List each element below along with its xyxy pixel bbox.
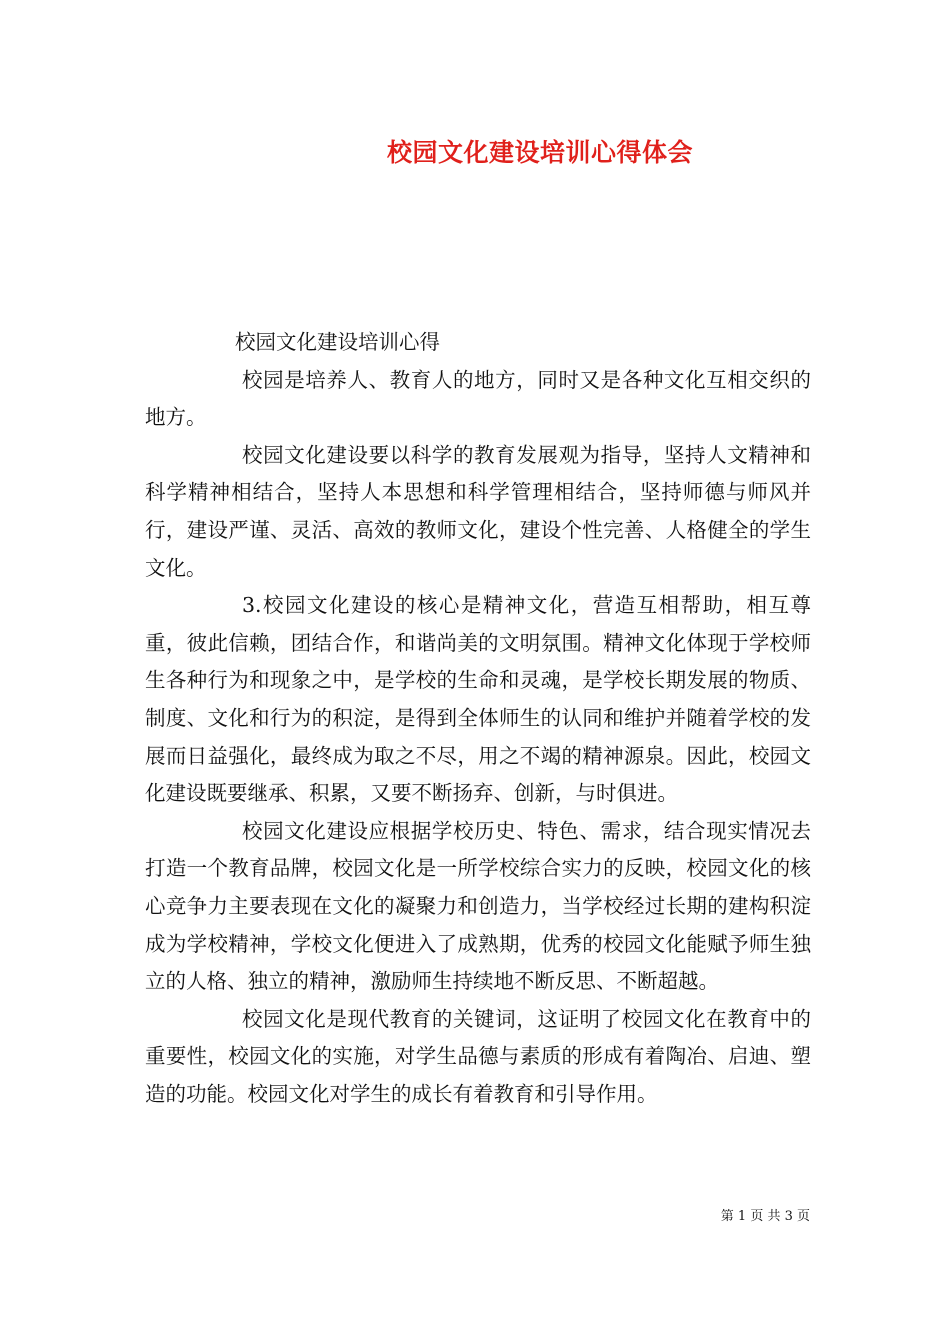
page-number: 第 1 页 共 3 页 bbox=[720, 1209, 810, 1224]
document-body bbox=[145, 324, 811, 1113]
paragraph-1: 校园是培养人、教育人的地方，同时又是各种文化互相交织的地方。 bbox=[145, 367, 811, 430]
paragraph-2: 校园文化建设要以科学的教育发展观为指导，坚持人文精神和科学精神相结合，坚持人本思想和科学管理相结合，坚持师德与师风并行，建设严谨、灵活、高效的教师文化，建设个性完善、人格健全的学生文化。 bbox=[145, 442, 811, 580]
paragraph-3: 3.校园文化建设的核心是精神文化，营造互相帮助，相互尊重，彼此信赖，团结合作，和谐尚美的文明氛围。精神文化体现于学校师生各种行为和现象之中，是学校的生命和灵魂，是学校长期发展的物质、制度、文化和行为的积淀，是得到全体师生的认同和维护并随着学校的发展而日益强化，最终成为取之不尽，用之不竭的精神源泉。因此，校园文化建设既要继承、积累，又要不断扬弃、创新，与时俱进。 bbox=[145, 593, 811, 806]
paragraph-4: 校园文化建设应根据学校历史、特色、需求，结合现实情况去打造一个教育品牌，校园文化是一所学校综合实力的反映，校园文化的核心竞争力主要表现在文化的凝聚力和创造力，当学校经过长期的建构积淀成为学校精神，学校文化便进入了成熟期，优秀的校园文化能赋予师生独立的人格、独立的精神，激励师生持续地不断反思、不断超越。 bbox=[145, 818, 811, 994]
paragraph-5: 校园文化是现代教育的关键词，这证明了校园文化在教育中的重要性，校园文化的实施，对学生品德与素质的形成有着陶冶、启迪、塑造的功能。校园文化对学生的成长有着教育和引导作用。 bbox=[145, 1006, 811, 1106]
document-title: 校园文化建设培训心得体会 bbox=[386, 138, 693, 167]
subheading: 校园文化建设培训心得 bbox=[235, 330, 440, 354]
